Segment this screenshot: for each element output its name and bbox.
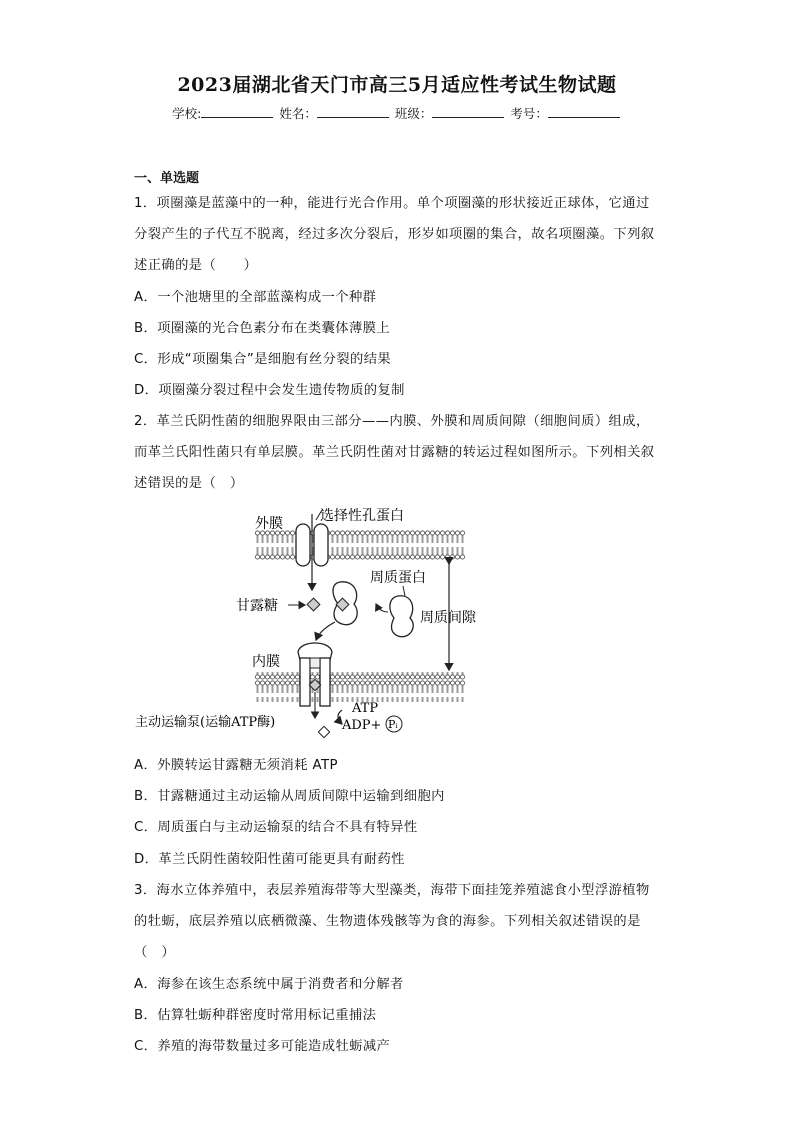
pi-label: Pᵢ <box>388 718 398 731</box>
q2-option-b[interactable]: B．甘露糖通过主动运输从周质间隙中运输到细胞内 <box>134 789 445 804</box>
periplasmic-protein-free <box>390 596 413 637</box>
q1-option-b[interactable]: B．项圈藻的光合色素分布在类囊体薄膜上 <box>134 321 391 336</box>
student-info-row <box>0 104 794 122</box>
school-label: 学校: <box>172 106 202 121</box>
outer-membrane-label: 外膜 <box>255 516 283 532</box>
q1-option-a[interactable]: A．一个池塘里的全部蓝藻构成一个种群 <box>134 290 377 305</box>
pump-label: 主动运输泵(运输ATP酶) <box>135 715 276 730</box>
q2-stem-line: 2．革兰氏阴性菌的细胞界限由三部分——内膜、外膜和周质间隙（细胞间质）组成， <box>134 414 650 429</box>
section-heading: 一、单选题 <box>134 171 200 186</box>
adp-label: ADP+ <box>342 718 382 733</box>
q3-option-a[interactable]: A．海参在该生态系统中属于消费者和分解者 <box>134 977 404 992</box>
periplasmic-protein-label: 周质蛋白 <box>370 570 426 586</box>
q1-stem-line: 1．项圈藻是蓝藻中的一种，能进行光合作用。单个项圈藻的形状接近正球体，它通过 <box>134 196 650 211</box>
q1-stem-line: 分裂产生的子代互不脱离，经过多次分裂后，形岁如项圈的集合，故名项圈藻。下列叙 <box>134 227 655 242</box>
name-label: 姓名： <box>279 106 317 121</box>
exam-no-blank[interactable] <box>548 105 620 118</box>
q1-option-d[interactable]: D．项圈藻分裂过程中会发生遗传物质的复制 <box>134 383 405 398</box>
inner-membrane <box>255 672 465 702</box>
q3-stem-line: 3．海水立体养殖中，表层养殖海带等大型藻类，海带下面挂笼养殖滤食小型浮游植物 <box>134 883 650 898</box>
q3-stem-line: 的牡蛎，底层养殖以底栖微藻、生物遗体残骸等为食的海参。下列相关叙述错误的是 <box>134 914 641 929</box>
q2-option-a[interactable]: A．外膜转运甘露糖无须消耗 ATP <box>134 758 338 773</box>
inner-membrane-label: 内膜 <box>252 654 280 670</box>
page-title: 2023届湖北省天门市高三5月适应性考试生物试题 <box>177 74 617 96</box>
exam-no-label: 考号： <box>510 106 548 121</box>
periplasmic-space-label: 周质间隙 <box>420 610 476 626</box>
q1-option-c[interactable]: C．形成“项圈集合”是细胞有丝分裂的结果 <box>134 352 392 367</box>
atp-label: ATP <box>352 701 379 716</box>
class-label: 班级： <box>394 106 433 121</box>
q3-option-c[interactable]: C．养殖的海带数量过多可能造成牡蛎减产 <box>134 1039 391 1054</box>
outer-membrane <box>255 530 465 560</box>
q1-stem-line: 述正确的是（ ） <box>134 258 258 273</box>
mannose-transport-figure <box>130 500 490 745</box>
porin-label: 选择性孔蛋白 <box>320 508 404 524</box>
class-blank[interactable] <box>432 105 504 118</box>
school-blank[interactable] <box>201 105 273 118</box>
q2-option-d[interactable]: D．革兰氏阴性菌较阳性菌可能更具有耐药性 <box>134 852 405 867</box>
q3-stem-line: （ ） <box>134 945 176 960</box>
mannose-label: 甘露糖 <box>236 598 278 614</box>
name-blank[interactable] <box>317 105 389 118</box>
q2-stem-line: 而革兰氏阳性菌只有单层膜。革兰氏阴性菌对甘露糖的转运过程如图所示。下列相关叙 <box>134 445 655 460</box>
q3-option-b[interactable]: B．估算牡蛎种群密度时常用标记重捕法 <box>134 1008 377 1023</box>
q2-option-c[interactable]: C．周质蛋白与主动运输泵的结合不具有特异性 <box>134 820 418 835</box>
q2-stem-line: 述错误的是（ ） <box>134 476 244 491</box>
